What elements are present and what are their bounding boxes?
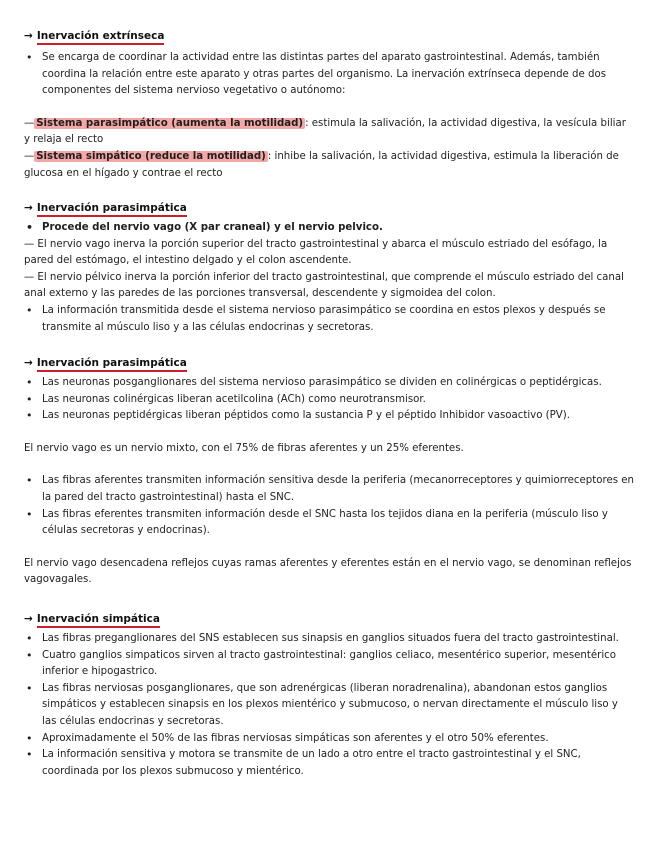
arrow-icon: → <box>24 202 33 214</box>
list-item: • La información sensitiva y motora se transmite de un lado a otro entre el tracto gastrointestinal y el SNC, coordinada por los plexos submucoso y mientérico. <box>24 747 634 780</box>
bullet-item: • Se encarga de coordinar la actividad entre las distintas partes del aparato gastrointestinal. Además, también coordina la relación entre este aparato y otras partes del organismo. La inervación extrínseca depende de dos componentes del sistema nervioso vegetativo o autónomo: <box>24 50 634 100</box>
paragraph: El nervio vago desencadena reflejos cuyas ramas aferentes y eferentes están en el nervio vago, se denominan reflejos vagovagales. <box>24 557 632 586</box>
section-extrinseca <box>24 28 634 182</box>
simpatico-line: — Sistema simpático (reduce la motilidad) : inhibe la salivación, la actividad digestiva, estimula la liberación de glucosa en el hígado y contrae el recto <box>24 150 619 179</box>
paragraph: El nervio vago es un nervio mixto, con el 75% de fibras aferentes y un 25% eferentes. <box>24 442 464 454</box>
section-heading: → Inervación parasimpática <box>24 355 634 371</box>
bullet-list <box>24 631 634 780</box>
bullet-item: • Procede del nervio vago (X par craneal) y el nervio pelvico. <box>24 220 634 237</box>
section-heading: → Inervación simpática <box>24 611 634 627</box>
section-heading: → Inervación parasimpática <box>24 200 634 216</box>
dash-line: — El nervio pélvico inerva la porción inferior del tracto gastrointestinal, que comprende el músculo estriado del canal anal externo y las paredes de las porciones transversal, descendente y sigmoidea del colon. <box>24 271 624 300</box>
section-parasimpatica-1 <box>24 200 634 336</box>
section-heading: → Inervación extrínseca <box>24 28 634 44</box>
section-parasimpatica-2 <box>24 355 634 589</box>
dash-line: — El nervio vago inerva la porción superior del tracto gastrointestinal y abarca el músculo estriado del esófago, la pared del estómago, el intestino delgado y el colon ascendente. <box>24 238 608 267</box>
parasimpatico-line: — Sistema parasimpático (aumenta la motilidad) : estimula la salivación, la actividad digestiva, la vesícula biliar y relaja el recto <box>24 117 626 146</box>
list-item: • Aproximadamente el 50% de las fibras nerviosas simpáticas son aferentes y el otro 50% eferentes. <box>24 731 634 748</box>
list-item: • Las fibras eferentes transmiten información desde el SNC hasta los tejidos diana en la periferia (músculo liso y células secretoras y endocrinas). <box>24 507 634 540</box>
list-item: • Las fibras nerviosas posganglionares, que son adrenérgicas (liberan noradrenalina), abandonan estos ganglios simpáticos y establecen sinapsis en los plexos mientérico y submucoso, o nervan directamente el músculo liso y las células endocrinas y secretoras. <box>24 681 634 731</box>
highlight-simpatico: Sistema simpático (reduce la motilidad) <box>36 150 266 162</box>
list-item: • Las fibras preganglionares del SNS establecen sus sinapsis en ganglios situados fuera del tracto gastrointestinal. <box>24 631 634 648</box>
bullet-list <box>24 375 634 425</box>
list-item: • Las neuronas peptidérgicas liberan péptidos como la sustancia P y el péptido Inhibidor vasoactivo (PV). <box>24 408 634 425</box>
arrow-icon: → <box>24 357 33 369</box>
list-item: • Cuatro ganglios simpaticos sirven al tracto gastrointestinal: ganglios celiaco, mesentérico superior, mesentérico inferior e hipogastrico. <box>24 648 634 681</box>
list-item: • Las neuronas posganglionares del sistema nervioso parasimpático se dividen en colinérgicas o peptidérgicas. <box>24 375 634 392</box>
arrow-icon: → <box>24 613 33 625</box>
bullet-list <box>24 473 634 539</box>
highlight-parasimpatico: Sistema parasimpático (aumenta la motilidad) <box>36 117 304 129</box>
bullet-item: • La información transmitida desde el sistema nervioso parasimpático se coordina en estos plexos y después se transmite al músculo liso y a las células endocrinas y secretoras. <box>24 303 634 336</box>
list-item: • Las fibras aferentes transmiten información sensitiva desde la periferia (mecanorreceptores y quimiorreceptores en la pared del tracto gastrointestinal) hasta el SNC. <box>24 473 634 506</box>
list-item: • Las neuronas colinérgicas liberan acetilcolina (ACh) como neurotransmisor. <box>24 392 634 409</box>
arrow-icon: → <box>24 30 33 42</box>
section-simpatica <box>24 611 634 780</box>
